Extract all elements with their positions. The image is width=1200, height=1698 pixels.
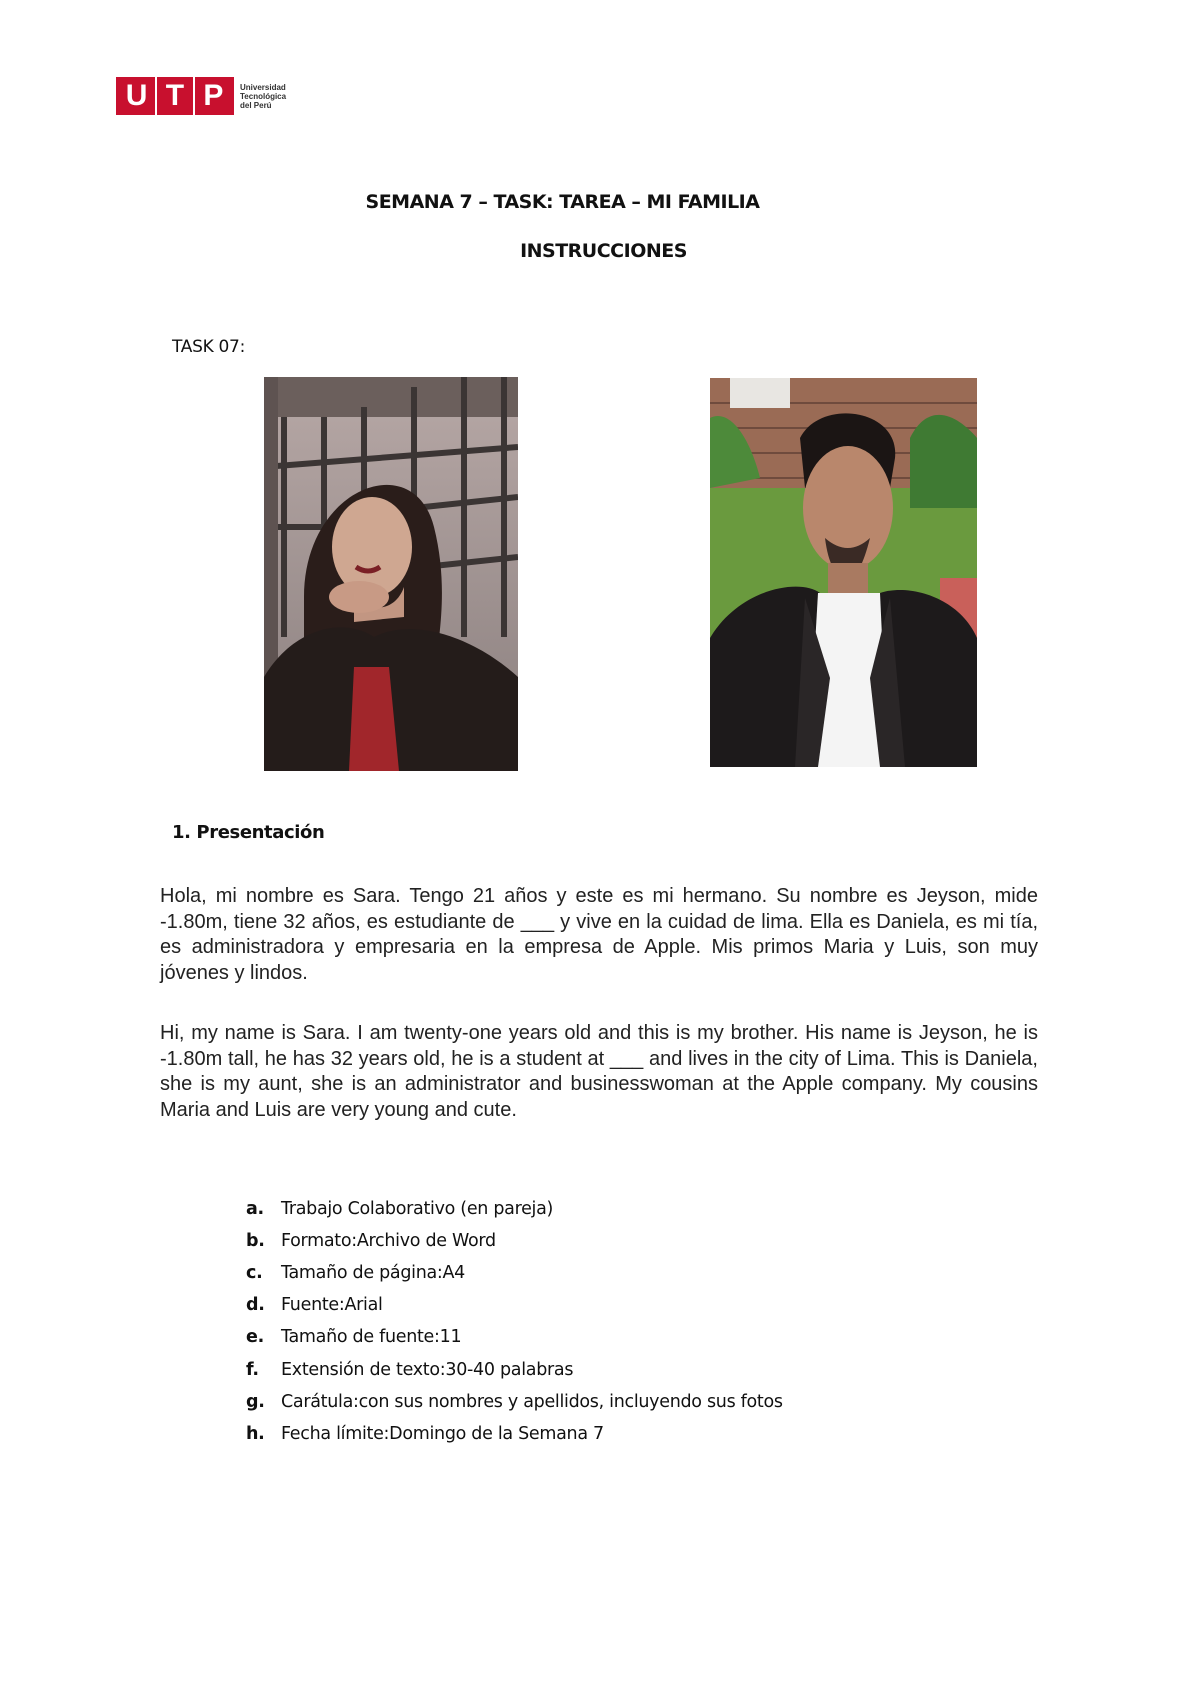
logo-letter-t: T — [165, 79, 185, 112]
list-item — [246, 1193, 783, 1225]
photo-sara — [264, 377, 518, 771]
list-item — [246, 1257, 783, 1289]
list-item-letter: b. — [246, 1231, 265, 1252]
list-item-label: Formato: — [281, 1231, 357, 1252]
list-item — [246, 1321, 783, 1353]
list-item-label: Carátula: — [281, 1391, 359, 1412]
list-item — [246, 1289, 783, 1321]
list-item-letter: d. — [246, 1295, 265, 1316]
logo-text-line: del Perú — [240, 100, 272, 110]
list-item-value: Domingo de la Semana 7 — [389, 1423, 604, 1444]
list-item-value: 30-40 palabras — [445, 1359, 574, 1380]
list-item-label: Tamaño de fuente: — [281, 1327, 440, 1348]
logo-text-line: Tecnológica — [240, 91, 287, 101]
page-title: SEMANA 7 – TASK: TAREA – MI FAMILIA — [365, 191, 760, 213]
list-item-letter: a. — [246, 1199, 264, 1220]
page-subtitle: INSTRUCCIONES — [520, 240, 687, 262]
list-item-value: 11 — [439, 1327, 462, 1348]
utp-logo — [116, 77, 286, 115]
logo-mark — [116, 77, 234, 115]
list-item-letter: g. — [246, 1391, 265, 1412]
list-item — [246, 1386, 783, 1418]
section-heading: 1. Presentación — [172, 822, 325, 843]
requirements-list — [246, 1193, 783, 1450]
logo-text-line: Universidad — [240, 82, 286, 92]
list-item-label: Fuente: — [281, 1295, 345, 1316]
list-item-letter: f. — [246, 1359, 259, 1380]
photo-jeyson — [710, 378, 977, 767]
list-item-label: Tamaño de página: — [281, 1263, 443, 1284]
list-item-letter: c. — [246, 1263, 263, 1284]
list-item — [246, 1418, 783, 1450]
list-item-label: Fecha límite: — [281, 1423, 390, 1444]
list-item — [246, 1225, 783, 1257]
list-item-label: Extensión de texto: — [281, 1359, 446, 1380]
paragraph-spanish: Hola, mi nombre es Sara. Tengo 21 años y este es mi hermano. Su nombre es Jeyson, mide -1.80m, tiene 32 años, es estudiante de ___ y vive en la cuidad de lima. Ella es Daniela, es mi tía, es administradora y empresaria en la empresa de Apple. Mis primos Maria y Luis, son muy jóvenes y lindos. — [160, 885, 1038, 984]
logo-letter-p: P — [203, 79, 224, 112]
list-item-value: A4 — [442, 1263, 466, 1284]
task-label: TASK 07: — [172, 337, 245, 357]
list-item-value: con sus nombres y apellidos, incluyendo sus fotos — [358, 1391, 783, 1412]
list-item-label: Trabajo Colaborativo (en pareja) — [281, 1199, 554, 1220]
logo-letter-u: U — [125, 79, 148, 112]
paragraph-english: Hi, my name is Sara. I am twenty-one years old and this is my brother. His name is Jeyson, he is -1.80m tall, he has 32 years old, he is a student at ___ and lives in the city of Lima. This is Daniela, she is my aunt, she is an administrator and businesswoman at the Apple company. My cousins Maria and Luis are very young and cute. — [160, 1022, 1038, 1121]
list-item — [246, 1353, 783, 1385]
list-item-value: Arial — [344, 1295, 383, 1316]
logo-wordmark — [240, 83, 286, 110]
list-item-value: Archivo de Word — [356, 1231, 496, 1252]
list-item-letter: h. — [246, 1423, 265, 1444]
list-item-letter: e. — [246, 1327, 264, 1348]
